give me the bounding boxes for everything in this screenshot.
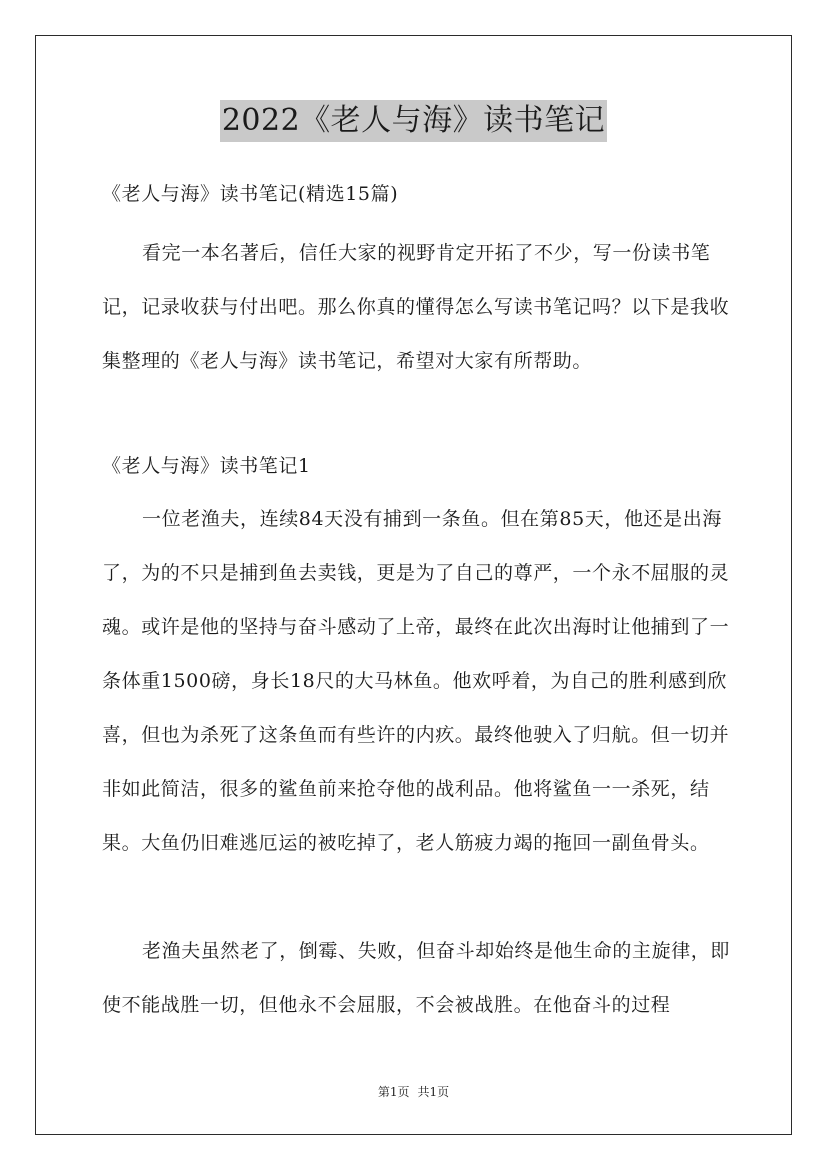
body-paragraph-1: 一位老渔夫，连续84天没有捕到一条鱼。但在第85天，他还是出海了，为的不只是捕到鱼去卖钱，更是为了自己的尊严，一个永不屈服的灵魂。或许是他的坚持与奋斗感动了上帝，最终在此次出海时让他捕到了一条体重1500磅，身长18尺的大马林鱼。他欢呼着，为自己的胜利感到欣喜，但也为杀死了这条鱼而有些许的内疚。最终他驶入了归航。但一切并非如此简洁，很多的鲨鱼前来抢夺他的战利品。他将鲨鱼一一杀死，结果。大鱼仍旧难逃厄运的被吃掉了，老人筋疲力竭的拖回一副鱼骨头。 — [102, 508, 730, 854]
page-footer — [0, 1083, 827, 1101]
section-heading: 《老人与海》读书笔记1 — [102, 455, 311, 477]
document-title — [0, 100, 827, 142]
body-paragraph-2: 老渔夫虽然老了，倒霉、失败，但奋斗却始终是他生命的主旋律，即使不能战胜一切，但他永不会屈服，不会被战胜。在他奋斗的过程 — [102, 940, 731, 1016]
page-number-total: 共1页 — [417, 1085, 450, 1099]
intro-paragraph: 看完一本名著后，信任大家的视野肯定开拓了不少，写一份读书笔记，记录收获与付出吧。那么你真的懂得怎么写读书笔记吗？以下是我收集整理的《老人与海》读书笔记，希望对大家有所帮助。 — [102, 242, 730, 372]
document-title-text: 2022《老人与海》读书笔记 — [220, 100, 607, 142]
page-number-current: 第1页 — [377, 1085, 410, 1099]
document-subtitle: 《老人与海》读书笔记(精选15篇) — [102, 183, 399, 205]
